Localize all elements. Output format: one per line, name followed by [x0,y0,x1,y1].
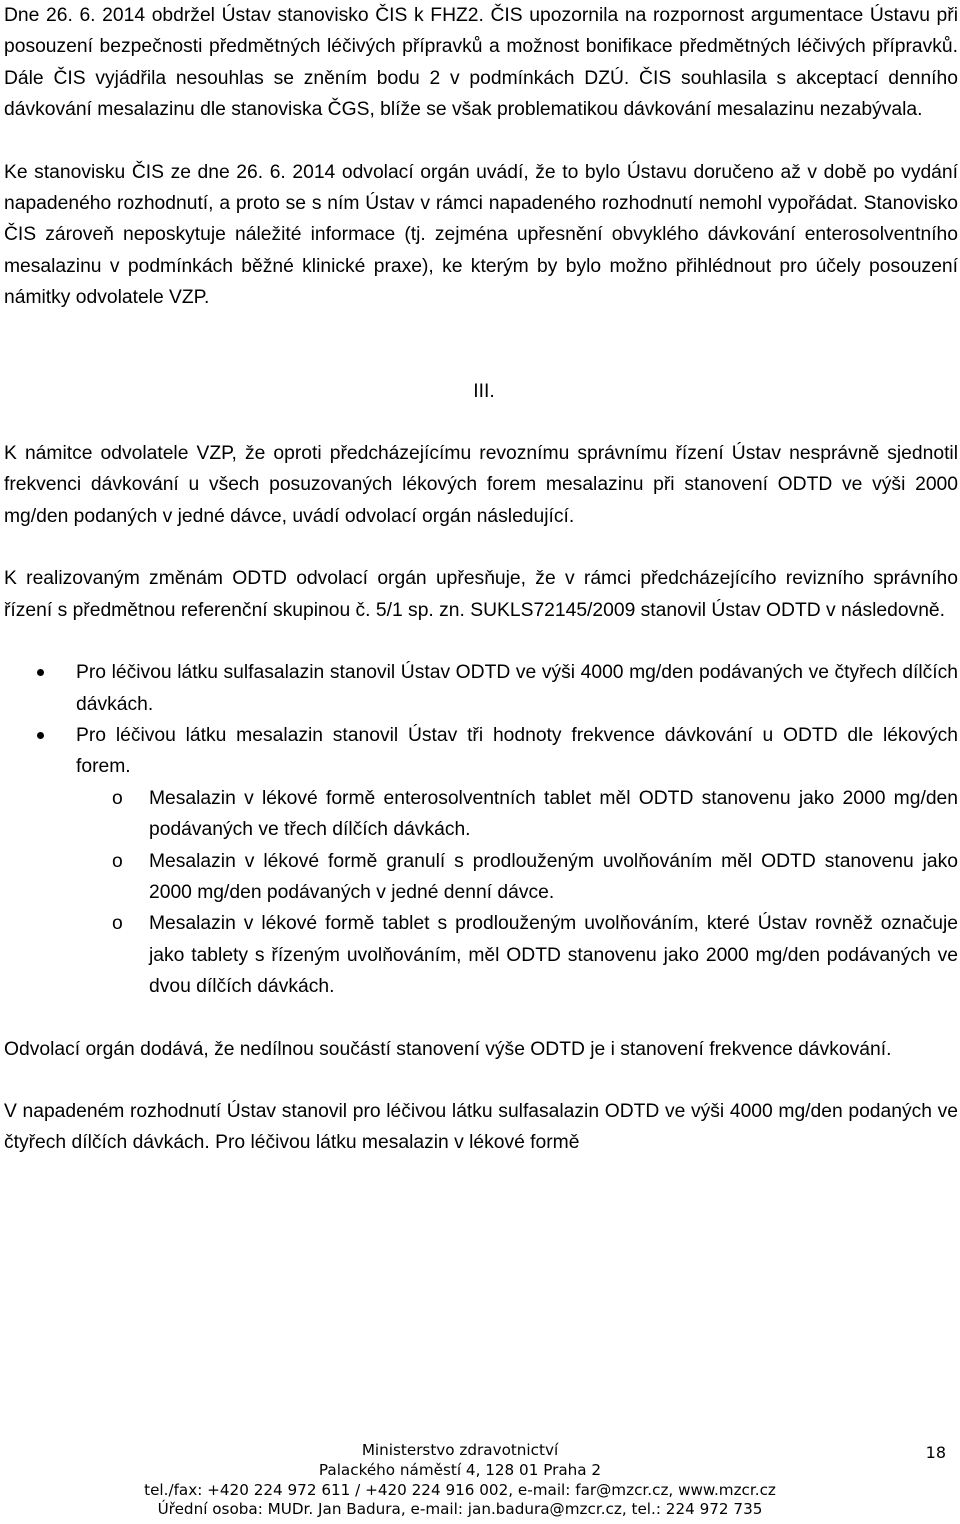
paragraph-appeal-response: Ke stanovisku ČIS ze dne 26. 6. 2014 odvolací orgán uvádí, že to bylo Ústavu doručeno až v době po vydání napadeného rozhodnutí, a proto se s ním Ústav v rámci napadeného rozhodnutí nemohl vypořádat. Stanovisko ČIS zároveň neposkytuje náležité informace (tj. zejména upřesnění obvyklého dávkování enterosolventního mesalazinu v podmínkách běžné klinické praxe), ke kterým by bylo možno přihlédnout pro účely posouzení námitky odvolatele VZP. [4,161,958,309]
footer-official: Úřední osoba: MUDr. Jan Badura, e-mail: jan.badura@mzcr.cz, tel.: 224 972 735 [157,1500,763,1519]
sub-item-text: Mesalazin v lékové formě granulí s prodlouženým uvolňováním měl ODTD stanovenu jako 2000 mg/den podávaných v jedné denní dávce. [149,850,958,903]
sub-bullet-marker: o [112,913,123,935]
footer-ministry: Ministerstvo zdravotnictví [361,1441,559,1459]
list-item [4,657,958,720]
sub-item-text: Mesalazin v lékové formě enterosolventních tablet měl ODTD stanovenu jako 2000 mg/den podávaných ve třech dílčích dávkách. [149,787,958,841]
odtd-bullet-list [4,657,958,783]
sub-list-item [4,783,958,846]
sub-item-text: Mesalazin v lékové formě tablet s prodlouženým uvolňováním, které Ústav rovněž označuje jako tablety s řízeným uvolňováním, měl ODTD stanovenu jako 2000 mg/den podávaných ve dvou dílčích dávkách. [149,913,958,998]
paragraph-frequency-note: Odvolací orgán dodává, že nedílnou součástí stanovení výše ODTD je i stanovení frekvence dávkování. [4,1038,892,1060]
bullet-text: Pro léčivou látku sulfasalazin stanovil Ústav ODTD ve výši 4000 mg/den podávaných ve čtyřech dílčích dávkách. [76,662,958,715]
bullet-icon [37,732,44,739]
sub-list-item [4,908,958,1002]
section-heading: III. [473,380,495,402]
sub-list [4,783,958,1003]
paragraph-contested-decision: V napadeném rozhodnutí Ústav stanovil pro léčivou látku sulfasalazin ODTD ve výši 4000 mg/den podaných ve čtyřech dílčích dávkách. Pro léčivou látku mesalazin v lékové formě [4,1100,958,1154]
bullet-icon [37,669,44,676]
page-footer [0,1441,960,1520]
list-item [4,720,958,783]
paragraph-cis-opinion: Dne 26. 6. 2014 obdržel Ústav stanovisko ČIS k FHZ2. ČIS upozornila na rozpornost argumentace Ústavu při posouzení bezpečnosti předmětných léčivých přípravků a možnost bonifikace předmětných léčivých přípravků. Dále ČIS vyjádřila nesouhlas se zněním bodu 2 v podmínkách DZÚ. ČIS souhlasila s akceptací denního dávkování mesalazinu dle stanoviska ČGS, blíže se však problematikou dávkování mesalazinu nezabývala. [4,5,958,121]
paragraph-vzp-objection: K námitce odvolatele VZP, že oproti předcházejícímu revoznímu správnímu řízení Ústav nesprávně sjednotil frekvenci dávkování u všech posuzovaných lékových forem mesalazinu při stanovení ODTD ve výši 2000 mg/den podaných v jedné dávce, uvádí odvolací orgán následující. [4,443,958,527]
bullet-text: Pro léčivou látku mesalazin stanovil Ústav tři hodnoty frekvence dávkování u ODTD dle lékových forem. [76,724,958,778]
sub-bullet-marker: o [112,787,123,809]
document-body [4,0,958,1159]
footer-address: Palackého náměstí 4, 128 01 Praha 2 [318,1460,602,1479]
sub-list-item [4,846,958,909]
sub-bullet-marker: o [112,850,123,872]
paragraph-odtd-changes: K realizovaným změnám ODTD odvolací orgán upřesňuje, že v rámci předcházejícího revizního správního řízení s předmětnou referenční skupinou č. 5/1 sp. zn. SUKLS72145/2009 stanovil Ústav ODTD v následovně. [4,568,958,621]
footer-contact: tel./fax: +420 224 972 611 / +420 224 916 002, e-mail: far@mzcr.cz, www.mzcr.cz [144,1480,776,1499]
page-number: 18 [925,1443,946,1462]
